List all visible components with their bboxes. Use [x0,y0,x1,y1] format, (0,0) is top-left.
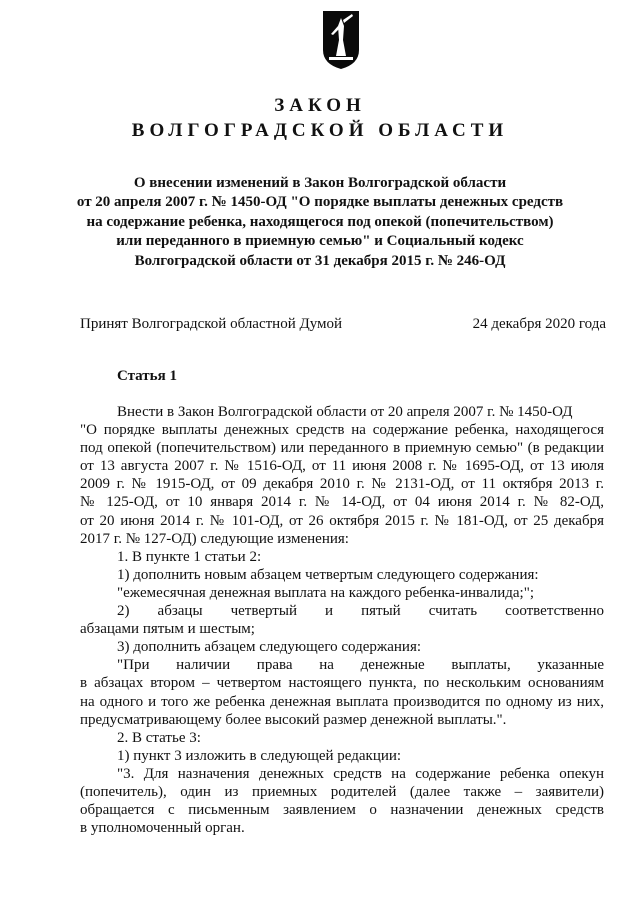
law-subtitle [60,174,580,271]
body-line: 1. В пункте 1 статьи 2: [117,548,262,565]
body-line: от 20 июня 2014 г. № 101-ОД, от 26 октября 2015 г. № 181-ОД, от 25 декабря [80,512,604,529]
subtitle-line: на содержание ребенка, находящегося под опекой (попечительством) [86,213,554,230]
body-line: (попечитель), один из приемных родителей (далее также – заявители) [80,783,604,800]
adoption-date: 24 декабря 2020 года [472,316,606,332]
body-line: 2017 г. № 127-ОД) следующие изменения: [80,530,349,547]
body-line: Внести в Закон Волгоградской области от 20 апреля 2007 г. № 1450-ОД [117,404,573,420]
subtitle-line: от 20 апреля 2007 г. № 1450-ОД "О порядке выплаты денежных средств [76,194,564,211]
body-line: 3) дополнить абзацем следующего содержания: [117,639,422,656]
body-line: "ежемесячная денежная выплата на каждого ребенка-инвалида;"; [117,584,534,601]
article-body [80,403,604,837]
body-line: в уполномоченный орган. [80,820,245,837]
article-heading: Статья 1 [117,368,177,384]
body-line: обращается с письменным заявлением о назначении денежных средств [80,802,604,819]
body-line: абзацами пятым и шестым; [80,621,255,638]
body-line: 1) пункт 3 изложить в следующей редакции: [117,747,402,764]
body-line: 1) дополнить новым абзацем четвертым следующего содержания: [117,566,539,583]
subtitle-line: Волгоградской области от 31 декабря 2015 г. № 246-ОД [134,252,506,269]
body-line: "О порядке выплаты денежных средств на содержание ребенка, находящегося [80,422,604,439]
body-line: предусматривающему более высокий размер денежной выплаты.". [80,711,507,728]
body-line: "При наличии права на денежные выплаты, указанные [117,657,604,674]
body-line: 2009 г. № 1915-ОД, от 09 декабря 2010 г. № 2131-ОД, от 11 октября 2013 г. [80,476,604,493]
body-line: 2) абзацы четвертый и пятый считать соответственно [117,603,604,620]
adopted-by-text: Принят Волгоградской областной Думой [80,316,343,332]
body-line: под опекой (попечительством) или переданного в приемную семью" (в редакции [80,440,604,457]
body-line: в абзацах втором – четвертом настоящего пункта, по нескольким основаниям [80,675,604,692]
region-title: ВОЛГОГРАДСКОЙ ОБЛАСТИ [131,120,509,141]
body-line: на одного и того же ребенка денежная выплата производится по одному из них, [80,693,604,710]
subtitle-line: О внесении изменений в Закон Волгоградской области [133,175,507,191]
body-line: № 125-ОД, от 10 января 2014 г. № 14-ОД, от 04 июня 2014 г. № 82-ОД, [80,494,604,511]
coat-of-arms-emblem [322,10,360,70]
body-line: 2. В статье 3: [117,729,201,746]
body-line: от 13 августа 2007 г. № 1516-ОД, от 11 июня 2008 г. № 1695-ОД, от 13 июля [80,458,604,475]
subtitle-line: или переданного в приемную семью" и Социальный кодекс [116,233,524,250]
law-title: ЗАКОН [274,95,366,116]
body-line: "3. Для назначения денежных средств на содержание ребенка опекун [117,765,604,782]
